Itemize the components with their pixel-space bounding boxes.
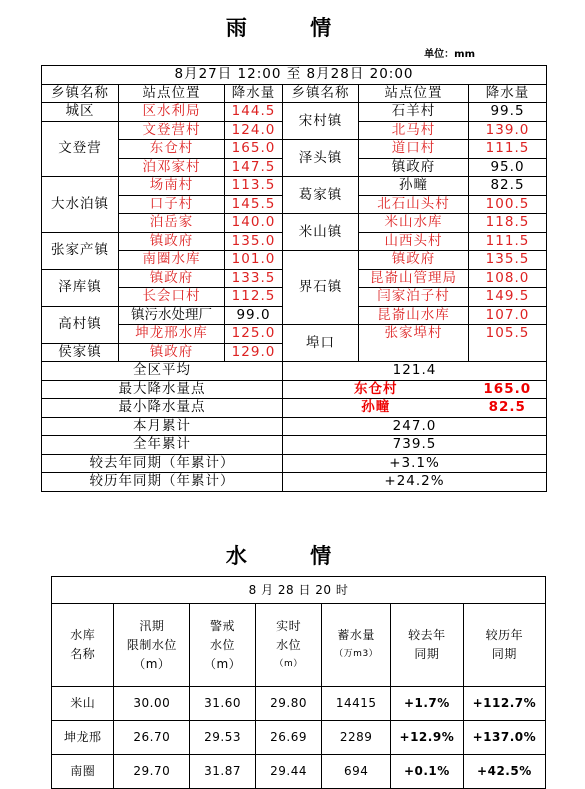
station-name: 泊岳家 — [119, 214, 225, 233]
town-name: 城区 — [42, 103, 119, 122]
col-rainfall: 降水量 — [469, 84, 547, 103]
col-town: 乡镇名称 — [42, 84, 119, 103]
station-name: 米山水库 — [359, 214, 469, 233]
month-label: 本月累计 — [42, 417, 283, 436]
rainfall-value: 107.0 — [469, 306, 547, 325]
rainfall-value: 113.5 — [225, 177, 283, 196]
station-name: 北马村 — [359, 121, 469, 140]
town-name: 埠口 — [283, 325, 359, 362]
year-value: 739.5 — [283, 436, 547, 455]
realtime-value: 26.69 — [255, 721, 322, 755]
town-name: 宋村镇 — [283, 103, 359, 140]
warning-value: 29.53 — [190, 721, 256, 755]
flood-limit-value: 30.00 — [114, 687, 190, 721]
flood-limit-value: 26.70 — [114, 721, 190, 755]
station-name: 张家埠村 — [359, 325, 469, 362]
rainfall-value: 111.5 — [469, 140, 547, 159]
reservoir-name: 南圈 — [52, 755, 114, 789]
rainfall-value: 108.0 — [469, 269, 547, 288]
rainfall-value: 139.0 — [469, 121, 547, 140]
header-line: 实时 — [276, 618, 302, 633]
rainfall-value: 82.5 — [469, 177, 547, 196]
rainfall-value: 145.5 — [225, 195, 283, 214]
summary-row — [42, 436, 547, 455]
min-label: 最小降水量点 — [42, 399, 283, 418]
rainfall-value: 129.0 — [225, 343, 283, 362]
station-name: 镇污水处理厂 — [119, 306, 225, 325]
summary-row — [42, 454, 547, 473]
town-name: 文登营 — [42, 121, 119, 177]
summary-row — [42, 473, 547, 492]
station-name: 北石山头村 — [359, 195, 469, 214]
town-name: 泽头镇 — [283, 140, 359, 177]
month-value: 247.0 — [283, 417, 547, 436]
storage-value: 14415 — [322, 687, 391, 721]
rainfall-value: 135.0 — [225, 232, 283, 251]
table-row — [52, 687, 546, 721]
station-name: 镇政府 — [359, 251, 469, 270]
rainfall-value: 144.5 — [225, 103, 283, 122]
header-line: 水位 — [210, 637, 236, 652]
station-name: 山西头村 — [359, 232, 469, 251]
vs-last-value: +0.1% — [390, 755, 463, 789]
rainfall-value: 100.5 — [469, 195, 547, 214]
header-line: （万m3） — [334, 649, 379, 659]
warning-value: 31.87 — [190, 755, 256, 789]
max-label: 最大降水量点 — [42, 380, 283, 399]
water-time: 8 月 28 日 20 时 — [52, 577, 546, 604]
rain-unit: 单位：mm — [424, 49, 475, 60]
lastyear-value: +3.1% — [283, 454, 547, 473]
header-line: 水库 — [70, 628, 96, 642]
col-station: 站点位置 — [359, 84, 469, 103]
header-line: 同期 — [491, 647, 517, 661]
header-line: 较去年 — [408, 628, 446, 642]
station-name: 镇政府 — [119, 343, 225, 362]
rainfall-value: 125.0 — [225, 325, 283, 344]
station-name: 南圈水库 — [119, 251, 225, 270]
rain-table — [41, 65, 547, 492]
col-storage — [322, 604, 391, 687]
header-line: 汛期 — [139, 618, 165, 633]
town-name: 界石镇 — [283, 251, 359, 325]
water-table — [51, 576, 546, 789]
station-name: 区水利局 — [119, 103, 225, 122]
rainfall-value: 105.5 — [469, 325, 547, 362]
town-name: 米山镇 — [283, 214, 359, 251]
town-name: 侯家镇 — [42, 343, 119, 362]
town-name: 葛家镇 — [283, 177, 359, 214]
table-row — [42, 177, 547, 196]
flood-limit-value: 29.70 — [114, 755, 190, 789]
water-header-row — [52, 604, 546, 687]
station-name: 昆嵛山水库 — [359, 306, 469, 325]
station-name: 镇政府 — [119, 269, 225, 288]
avg-value: 121.4 — [283, 362, 547, 381]
col-town: 乡镇名称 — [283, 84, 359, 103]
rainfall-value: 99.5 — [469, 103, 547, 122]
header-line: 较历年 — [485, 628, 524, 642]
header-line: 警戒 — [210, 618, 236, 633]
water-title: 水 情 — [225, 543, 360, 568]
town-name: 高村镇 — [42, 306, 119, 343]
header-line: 同期 — [414, 647, 440, 661]
rainfall-value: 135.5 — [469, 251, 547, 270]
header-line: 蓄水量 — [337, 628, 375, 642]
town-name: 泽库镇 — [42, 269, 119, 306]
col-rainfall: 降水量 — [225, 84, 283, 103]
station-name: 口子村 — [119, 195, 225, 214]
summary-row — [42, 399, 547, 418]
rainfall-value: 118.5 — [469, 214, 547, 233]
header-line: 名称 — [70, 647, 96, 661]
max-station: 东仓村 — [283, 380, 469, 399]
reservoir-name: 坤龙邢 — [52, 721, 114, 755]
table-row — [42, 103, 547, 122]
rainfall-value: 149.5 — [469, 288, 547, 307]
max-value: 165.0 — [469, 380, 547, 399]
station-name: 镇政府 — [119, 232, 225, 251]
header-line: 限制水位 — [126, 637, 177, 652]
station-name: 东仓村 — [119, 140, 225, 159]
rainfall-value: 133.5 — [225, 269, 283, 288]
rainfall-value: 112.5 — [225, 288, 283, 307]
station-name: 石羊村 — [359, 103, 469, 122]
town-name: 大水泊镇 — [42, 177, 119, 233]
summary-row — [42, 362, 547, 381]
town-name: 张家产镇 — [42, 232, 119, 269]
col-vs-hist — [463, 604, 545, 687]
hist-value: +24.2% — [283, 473, 547, 492]
storage-value: 2289 — [322, 721, 391, 755]
min-station: 孙疃 — [283, 399, 469, 418]
rain-title: 雨 情 — [225, 15, 360, 40]
vs-last-value: +12.9% — [390, 721, 463, 755]
rain-header-row — [42, 84, 547, 103]
vs-hist-value: +112.7% — [463, 687, 545, 721]
header-line: （m） — [203, 656, 242, 671]
col-flood-limit — [114, 604, 190, 687]
year-label: 全年累计 — [42, 436, 283, 455]
station-name: 泊邓家村 — [119, 158, 225, 177]
vs-hist-value: +137.0% — [463, 721, 545, 755]
station-name: 坤龙邢水库 — [119, 325, 225, 344]
station-name: 道口村 — [359, 140, 469, 159]
storage-value: 694 — [322, 755, 391, 789]
vs-hist-value: +42.5% — [463, 755, 545, 789]
rainfall-value: 147.5 — [225, 158, 283, 177]
realtime-value: 29.80 — [255, 687, 322, 721]
col-vs-last — [390, 604, 463, 687]
rainfall-value: 124.0 — [225, 121, 283, 140]
station-name: 文登营村 — [119, 121, 225, 140]
col-warning — [190, 604, 256, 687]
col-station: 站点位置 — [119, 84, 225, 103]
header-line: （m） — [274, 658, 303, 669]
vs-last-value: +1.7% — [390, 687, 463, 721]
header-line: 水位 — [276, 637, 302, 652]
table-row — [52, 755, 546, 789]
station-name: 长会口村 — [119, 288, 225, 307]
col-reservoir — [52, 604, 114, 687]
rainfall-value: 165.0 — [225, 140, 283, 159]
reservoir-name: 米山 — [52, 687, 114, 721]
min-value: 82.5 — [469, 399, 547, 418]
rain-period: 8月27日 12:00 至 8月28日 20:00 — [42, 66, 547, 85]
rainfall-value: 111.5 — [469, 232, 547, 251]
rainfall-value: 101.0 — [225, 251, 283, 270]
station-name: 孙疃 — [359, 177, 469, 196]
rainfall-value: 140.0 — [225, 214, 283, 233]
warning-value: 31.60 — [190, 687, 256, 721]
avg-label: 全区平均 — [42, 362, 283, 381]
lastyear-label: 较去年同期（年累计） — [42, 454, 283, 473]
header-line: （m） — [133, 656, 171, 671]
summary-row — [42, 380, 547, 399]
realtime-value: 29.44 — [255, 755, 322, 789]
table-row — [52, 721, 546, 755]
station-name: 昆嵛山管理局 — [359, 269, 469, 288]
station-name: 镇政府 — [359, 158, 469, 177]
summary-row — [42, 417, 547, 436]
col-realtime — [255, 604, 322, 687]
station-name: 场南村 — [119, 177, 225, 196]
hist-label: 较历年同期（年累计） — [42, 473, 283, 492]
station-name: 闫家泊子村 — [359, 288, 469, 307]
rainfall-value: 95.0 — [469, 158, 547, 177]
rainfall-value: 99.0 — [225, 306, 283, 325]
